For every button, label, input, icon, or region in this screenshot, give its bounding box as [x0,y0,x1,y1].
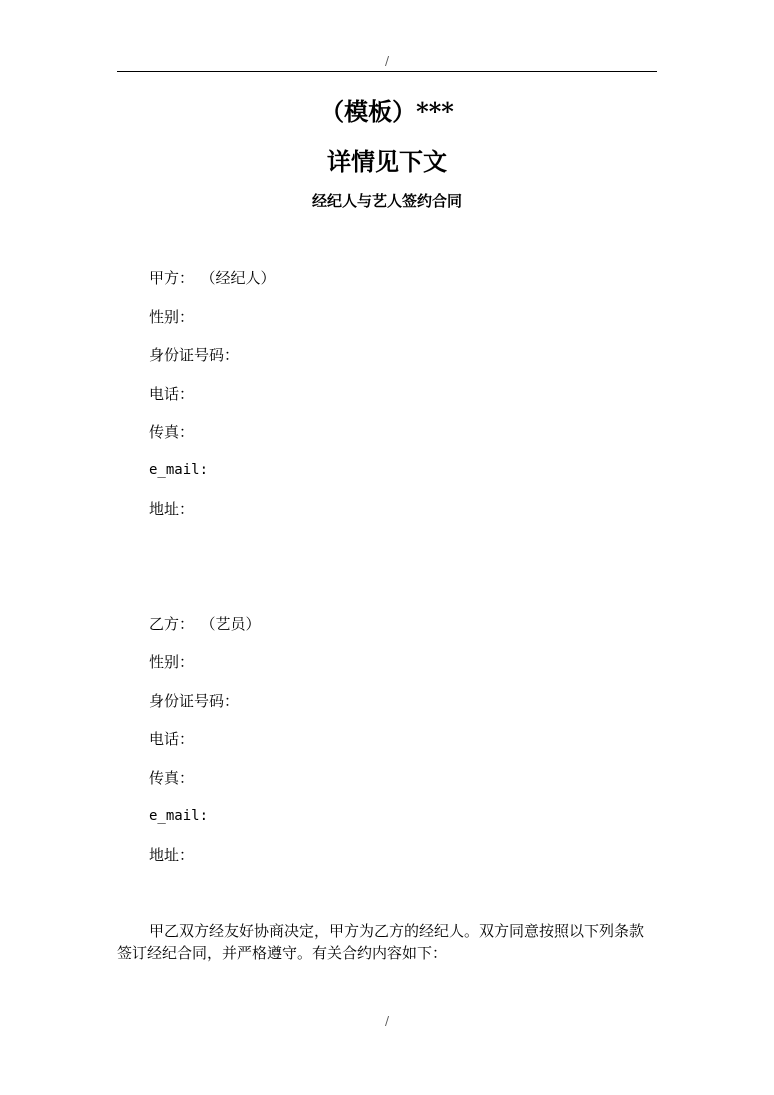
party-b-role: （艺员） [208,615,261,633]
party-b-gender-label: 性别： [149,653,195,671]
party-a-fax-label: 传真： [149,423,195,441]
party-a-id-number-label: 身份证号码： [149,346,240,364]
party-a-address-label: 地址： [149,500,195,518]
header-rule [117,71,657,72]
party-a-email-label: e_mail: [149,462,209,478]
party-b-phone-label: 电话： [149,730,195,748]
page-footer-mark: / [384,1014,390,1028]
party-b-heading [149,614,261,634]
party-a-label: 甲方： [149,269,195,287]
document-subtitle: 详情见下文 [327,147,447,176]
party-b-label: 乙方： [149,615,195,633]
party-a-gender-label: 性别： [149,308,195,326]
document-template-title: （模板）*** [320,97,454,126]
contract-intro-paragraph: 甲乙双方经友好协商决定，甲方为乙方的经纪人。双方同意按照以下列条款签订经纪合同，并严格遵守。有关合约内容如下： [117,922,645,962]
party-b-fax-label: 传真： [149,769,195,787]
page-header-mark: / [384,54,390,68]
party-a-phone-label: 电话： [149,385,195,403]
contract-name: 经纪人与艺人签约合同 [311,192,462,210]
party-b-id-number-label: 身份证号码： [149,692,240,710]
party-a-heading [149,268,276,288]
party-a-role: （经纪人） [208,269,276,287]
party-b-address-label: 地址： [149,846,195,864]
party-b-email-label: e_mail: [149,808,209,824]
